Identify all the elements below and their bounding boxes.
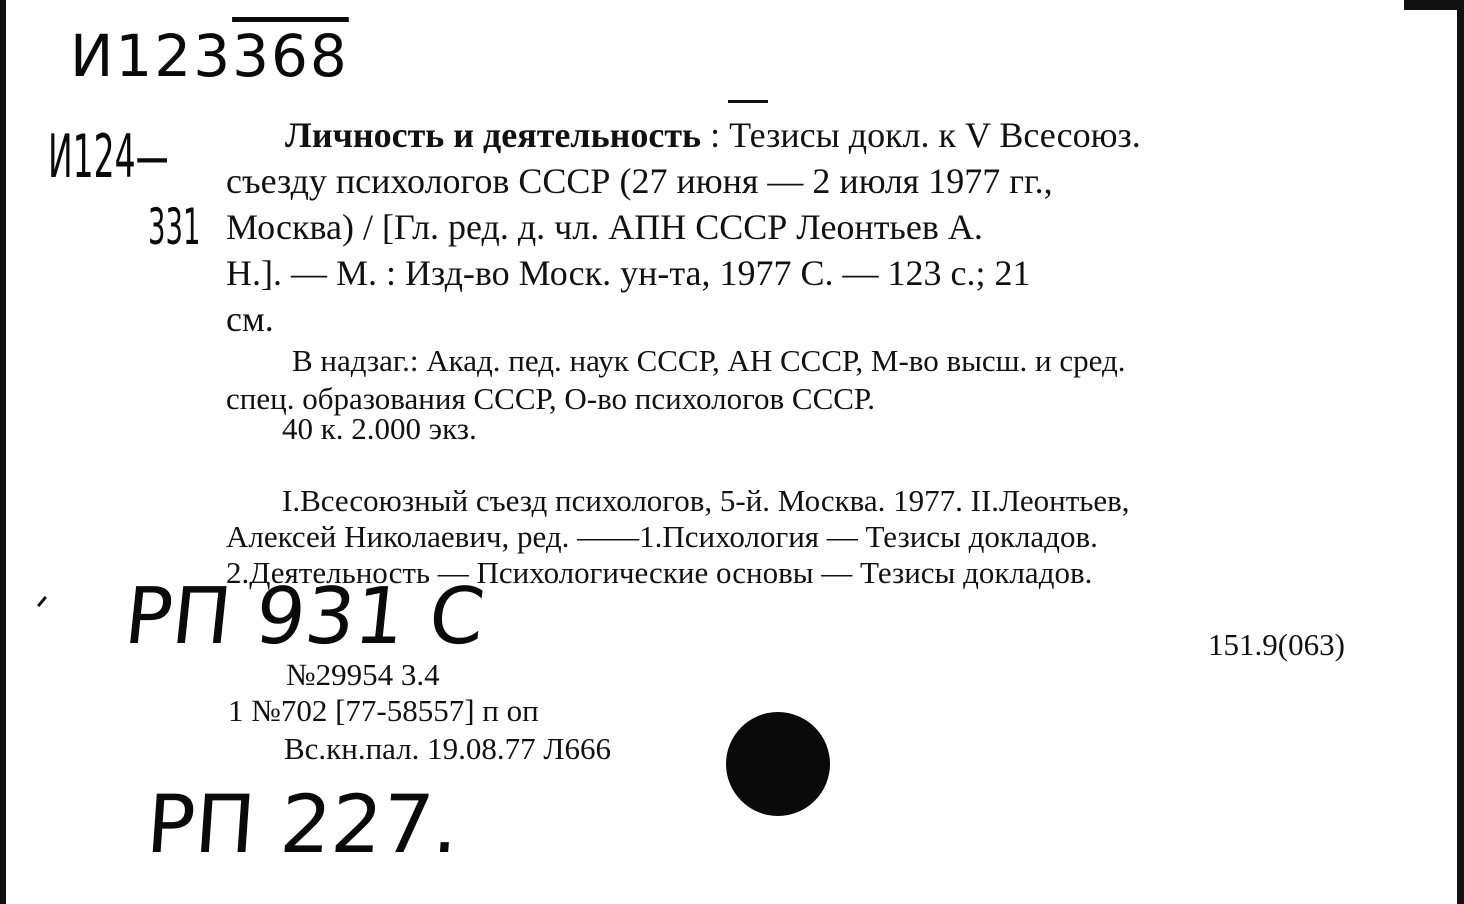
- handwritten-range-end: 331: [148, 198, 201, 256]
- handwritten-call-number: [70, 22, 349, 90]
- subject-headings: 2.Деятельность — Психологические основы — Тезисы докладов.: [226, 555, 1093, 590]
- handwritten-shelfmark: РП 227.: [143, 778, 462, 871]
- record-note: спец. образования СССР, О-во психологов СССР.: [226, 381, 876, 416]
- record-line: съезду психологов СССР (27 июня — 2 июля 1977 гг.,: [226, 161, 1053, 201]
- subject-headings: I.Всесоюзный съезд психологов, 5-й. Москва. 1977. II.Леонтьев,: [282, 483, 1130, 518]
- record-line: см.: [226, 299, 274, 339]
- card-edge-right: [1457, 0, 1464, 904]
- card-edge-top: [1404, 0, 1464, 10]
- record-line: Москва) / [Гл. ред. д. чл. АПН СССР Леонтьев А.: [226, 207, 983, 247]
- order-number: 1 №702 [77-58557] п оп: [228, 693, 539, 728]
- handwritten-call-number-tail: 368: [232, 22, 349, 90]
- pen-mark: [37, 596, 47, 607]
- record-title-rest: : Тезисы докл. к V Всесоюз.: [701, 115, 1141, 155]
- handwritten-call-number-prefix: И123: [70, 22, 233, 90]
- handwritten-range-start: И124—: [48, 122, 169, 192]
- book-chamber-stamp: Вс.кн.пал. 19.08.77 Л666: [284, 731, 611, 766]
- card-number: №29954 3.4: [286, 657, 440, 692]
- handwritten-shelfmark: РП 931 С: [120, 572, 489, 662]
- record-title-line: [285, 112, 1141, 158]
- record-title: Личность и деятельность: [285, 115, 702, 155]
- classification-code: 151.9(063): [1208, 627, 1345, 662]
- record-price: 40 к. 2.000 экз.: [282, 411, 477, 446]
- record-line: Н.]. — М. : Изд-во Моск. ун-та, 1977 С. — 123 с.; 21: [226, 253, 1031, 293]
- record-note: В надзаг.: Акад. пед. наук СССР, АН СССР, М-во высш. и сред.: [292, 343, 1126, 378]
- subject-headings: Алексей Николаевич, ред. ——1.Психология — Тезисы докладов.: [226, 519, 1098, 554]
- card-edge-left: [0, 0, 6, 904]
- underline-mark: [728, 100, 768, 103]
- punch-hole: [726, 712, 830, 816]
